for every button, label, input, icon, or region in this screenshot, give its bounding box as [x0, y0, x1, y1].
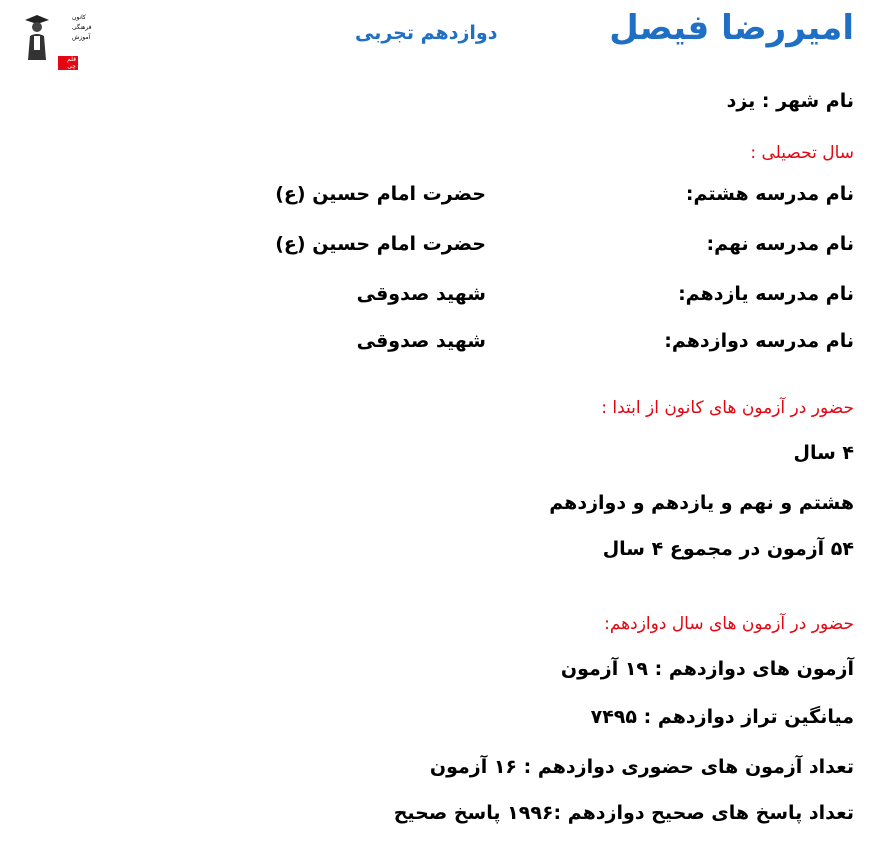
school-value-11: شهید صدوقی [356, 283, 486, 305]
school-value-9: حضرت امام حسین (ع) [275, 233, 486, 255]
grade12-in-person-count: تعداد آزمون های حضوری دوازدهم : ۱۶ آزمون [429, 756, 854, 778]
grade12-correct-answers: تعداد پاسخ های صحیح دوازدهم :۱۹۹۶ پاسخ صحیح [393, 802, 854, 824]
school-label-8: نام مدرسه هشتم: [685, 183, 854, 205]
school-value-12: شهید صدوقی [356, 330, 486, 352]
grade12-average-score: میانگین تراز دوازدهم : ۷۴۹۵ [590, 706, 854, 728]
graduate-icon [22, 12, 52, 62]
school-label-12: نام مدرسه دوازدهم: [664, 330, 854, 352]
grade12-exam-count: آزمون های دوازدهم : ۱۹ آزمون [560, 658, 854, 680]
school-label-9: نام مدرسه نهم: [706, 233, 854, 255]
kanoon-logo [22, 6, 92, 70]
logo-line-4: قلم چی [58, 56, 78, 70]
logo-line-1: کانون [72, 14, 86, 21]
city: نام شهر : یزد [726, 90, 854, 112]
attendance-start-heading: حضور در آزمون های کانون از ابتدا : [601, 398, 854, 418]
student-name: امیررضا فیصل [609, 8, 854, 48]
school-value-8: حضرت امام حسین (ع) [275, 183, 486, 205]
academic-year-heading: سال تحصیلی : [750, 143, 854, 163]
logo-line-2: فرهنگی [72, 24, 92, 31]
attendance-grade12-heading: حضور در آزمون های سال دوازدهم: [604, 614, 854, 634]
attendance-years: ۴ سال [793, 442, 854, 464]
attendance-grades: هشتم و نهم و یازدهم و دوازدهم [549, 492, 854, 514]
school-label-11: نام مدرسه یازدهم: [678, 283, 854, 305]
logo-line-3: آموزش [72, 34, 91, 41]
attendance-total: ۵۴ آزمون در مجموع ۴ سال [602, 538, 854, 560]
grade-label: دوازدهم تجربی [355, 22, 498, 44]
